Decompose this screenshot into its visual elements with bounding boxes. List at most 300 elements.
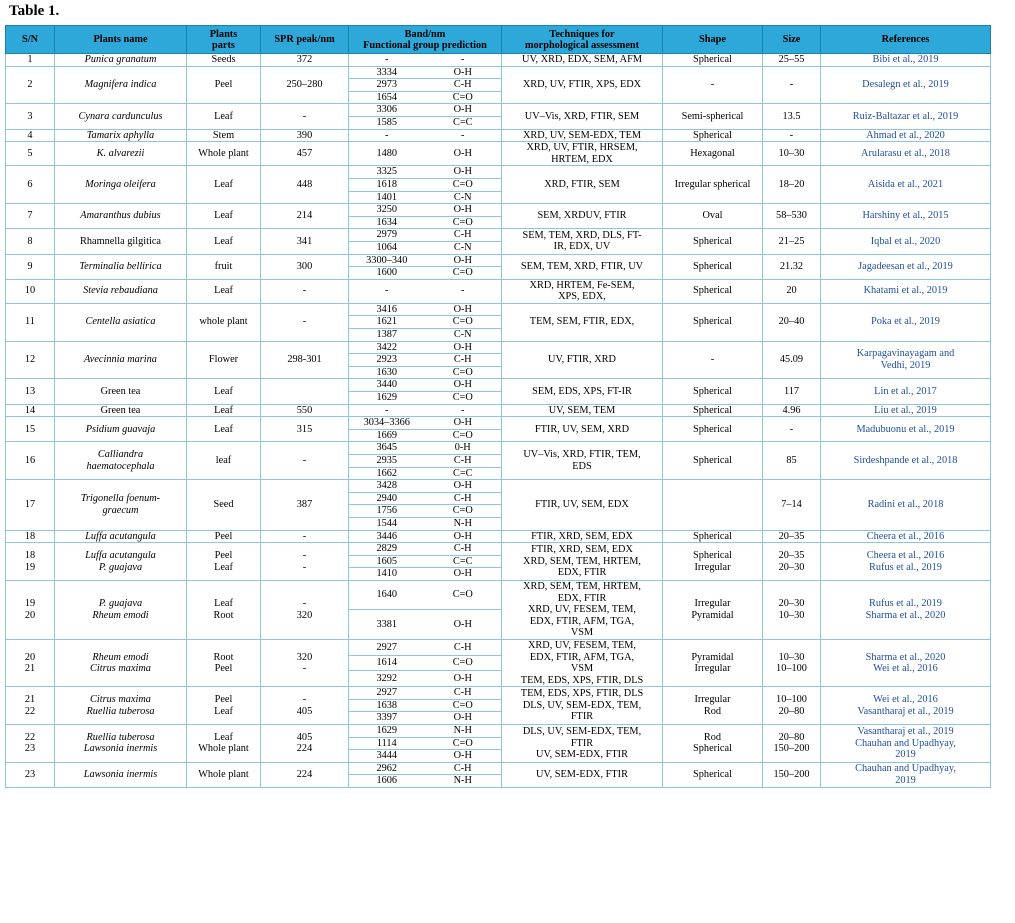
cell-functional-group: O-H [425, 303, 502, 316]
cell-size: 117 [763, 379, 821, 404]
cell-size: 13.5 [763, 104, 821, 129]
cell-techniques: SEM, TEM, XRD, DLS, FT- IR, EDX, UV [502, 229, 663, 254]
cell-band: 1662 [349, 467, 425, 480]
cell-reference: Bibi et al., 2019 [821, 54, 991, 67]
cell-reference: Liu et al., 2019 [821, 404, 991, 417]
cell-size: 21–25 [763, 229, 821, 254]
cell-plant-part: leaf [187, 442, 261, 480]
cell-functional-group: C-H [425, 543, 502, 556]
cell-shape: Spherical [663, 379, 763, 404]
cell-techniques: UV, XRD, EDX, SEM, AFM [502, 54, 663, 67]
cell-sn: 20 21 [6, 639, 55, 686]
cell-plant-name: Citrus maxima Ruellia tuberosa [55, 687, 187, 725]
cell-sn: 12 [6, 341, 55, 379]
cell-band: - [349, 279, 425, 303]
cell-reference: Chauhan and Upadhyay, 2019 [821, 762, 991, 787]
cell-reference: Madubuonu et al., 2019 [821, 417, 991, 442]
cell-size: - [763, 417, 821, 442]
cell-reference: Vasantharaj et al., 2019 Chauhan and Upadhyay, 2019 [821, 725, 991, 763]
cell-band: 3440 [349, 379, 425, 392]
cell-band: 3422 [349, 341, 425, 354]
cell-size: 21.32 [763, 254, 821, 279]
cell-techniques: TEM, EDS, XPS, FTIR, DLS DLS, UV, SEM-EDX, TEM, FTIR [502, 687, 663, 725]
cell-techniques: XRD, UV, FTIR, XPS, EDX [502, 66, 663, 104]
cell-plant-name: Luffa acutangula [55, 530, 187, 543]
cell-techniques: SEM, XRDUV, FTIR [502, 204, 663, 229]
table-caption: Table 1. [9, 3, 60, 19]
cell-plant-name: Cynara cardunculus [55, 104, 187, 129]
table-row [6, 480, 991, 493]
cell-band: 2973 [349, 79, 425, 92]
cell-functional-group: C=O [425, 91, 502, 104]
cell-shape: Irregular Rod [663, 687, 763, 725]
cell-band: 3306 [349, 104, 425, 117]
cell-band: 1544 [349, 517, 425, 530]
cell-band: 1387 [349, 329, 425, 342]
cell-functional-group: C=C [425, 467, 502, 480]
cell-plant-part: Peel Leaf [187, 687, 261, 725]
cell-plant-part: Leaf [187, 379, 261, 404]
header-spr-peak: SPR peak/nm [261, 26, 349, 54]
cell-size: 7–14 [763, 480, 821, 530]
cell-band: 1638 [349, 699, 425, 712]
cell-sn: 1 [6, 54, 55, 67]
cell-shape: Spherical [663, 54, 763, 67]
cell-reference: Ruiz-Baltazar et al., 2019 [821, 104, 991, 129]
cell-functional-group: C=O [425, 699, 502, 712]
cell-band: 1634 [349, 216, 425, 229]
cell-spr-peak: - 320 [261, 580, 349, 639]
cell-band: 3250 [349, 204, 425, 217]
cell-functional-group: C=C [425, 116, 502, 129]
cell-shape: Semi-spherical [663, 104, 763, 129]
cell-functional-group: C-H [425, 762, 502, 775]
cell-sn: 3 [6, 104, 55, 129]
cell-functional-group: - [425, 54, 502, 67]
cell-reference: Sharma et al., 2020 Wei et al., 2016 [821, 639, 991, 686]
header-references: References [821, 26, 991, 54]
table-row [6, 543, 991, 556]
table-row [6, 639, 991, 655]
cell-techniques: UV, SEM, TEM [502, 404, 663, 417]
cell-plant-name: Tamarix aphylla [55, 129, 187, 142]
cell-shape [663, 480, 763, 530]
table-row [6, 129, 991, 142]
cell-plant-name: Magnifera indica [55, 66, 187, 104]
cell-functional-group: O-H [425, 712, 502, 725]
cell-size: 85 [763, 442, 821, 480]
cell-spr-peak: 224 [261, 762, 349, 787]
cell-plant-name: Avecinnia marina [55, 341, 187, 379]
cell-size: 20–40 [763, 303, 821, 341]
cell-functional-group: C=O [425, 178, 502, 191]
cell-shape: Irregular spherical [663, 166, 763, 204]
cell-band: 1114 [349, 737, 425, 750]
cell-size: 10–100 20–80 [763, 687, 821, 725]
cell-plant-part: Flower [187, 341, 261, 379]
cell-sn: 21 22 [6, 687, 55, 725]
cell-spr-peak: 341 [261, 229, 349, 254]
cell-techniques: XRD, FTIR, SEM [502, 166, 663, 204]
cell-plant-name: Rheum emodi Citrus maxima [55, 639, 187, 686]
cell-functional-group: C=O [425, 429, 502, 442]
cell-techniques: UV, SEM-EDX, FTIR [502, 762, 663, 787]
cell-plant-name: Stevia rebaudiana [55, 279, 187, 303]
cell-functional-group: C-H [425, 455, 502, 468]
cell-size: 20–35 20–30 [763, 543, 821, 581]
cell-techniques: FTIR, UV, SEM, XRD [502, 417, 663, 442]
cell-reference: Cheera et al., 2016 [821, 530, 991, 543]
cell-plant-part: Leaf Whole plant [187, 725, 261, 763]
cell-plant-name: Calliandra haematocephala [55, 442, 187, 480]
cell-plant-part: Leaf [187, 279, 261, 303]
cell-band: 1669 [349, 429, 425, 442]
cell-functional-group: C=O [425, 316, 502, 329]
cell-shape: Spherical [663, 254, 763, 279]
header-plant-name: Plants name [55, 26, 187, 54]
cell-plant-name: Lawsonia inermis [55, 762, 187, 787]
cell-band: 1605 [349, 555, 425, 568]
cell-size: - [763, 129, 821, 142]
cell-techniques: XRD, SEM, TEM, HRTEM, EDX, FTIR XRD, UV, FESEM, TEM, EDX, FTIR, AFM, TGA, VSM [502, 580, 663, 639]
cell-functional-group: O-H [425, 379, 502, 392]
cell-spr-peak: 387 [261, 480, 349, 530]
cell-functional-group: C=O [425, 580, 502, 609]
cell-plant-name: Moringa oleifera [55, 166, 187, 204]
cell-shape: Irregular Pyramidal [663, 580, 763, 639]
cell-reference: Ahmad et al., 2020 [821, 129, 991, 142]
cell-sn: 14 [6, 404, 55, 417]
table-row [6, 104, 991, 117]
cell-sn: 23 [6, 762, 55, 787]
table-row [6, 417, 991, 430]
cell-sn: 10 [6, 279, 55, 303]
cell-reference: Iqbal et al., 2020 [821, 229, 991, 254]
table-row [6, 580, 991, 609]
cell-spr-peak: 315 [261, 417, 349, 442]
cell-functional-group: - [425, 404, 502, 417]
cell-reference: Sirdeshpande et al., 2018 [821, 442, 991, 480]
cell-functional-group: C=C [425, 555, 502, 568]
cell-spr-peak: 390 [261, 129, 349, 142]
cell-spr-peak: - [261, 442, 349, 480]
cell-band: 3325 [349, 166, 425, 179]
cell-reference: Cheera et al., 2016 Rufus et al., 2019 [821, 543, 991, 581]
cell-band: 3444 [349, 750, 425, 763]
cell-functional-group: N-H [425, 725, 502, 738]
cell-sn: 7 [6, 204, 55, 229]
cell-sn: 2 [6, 66, 55, 104]
cell-plant-part: Stem [187, 129, 261, 142]
header-sn: S/N [6, 26, 55, 54]
cell-techniques: DLS, UV, SEM-EDX, TEM, FTIR UV, SEM-EDX, FTIR [502, 725, 663, 763]
cell-sn: 22 23 [6, 725, 55, 763]
cell-functional-group: O-H [425, 341, 502, 354]
cell-plant-part: Peel [187, 530, 261, 543]
cell-band: 3446 [349, 530, 425, 543]
cell-band: 1654 [349, 91, 425, 104]
cell-shape: Spherical [663, 229, 763, 254]
header-size: Size [763, 26, 821, 54]
cell-size: 58–530 [763, 204, 821, 229]
cell-functional-group: C-N [425, 329, 502, 342]
table-row [6, 54, 991, 67]
cell-sn: 18 19 [6, 543, 55, 581]
cell-functional-group: C-H [425, 639, 502, 655]
table-row [6, 725, 991, 738]
cell-reference: Jagadeesan et al., 2019 [821, 254, 991, 279]
cell-plant-part: whole plant [187, 303, 261, 341]
cell-reference: Desalegn et al., 2019 [821, 66, 991, 104]
cell-functional-group: C=O [425, 216, 502, 229]
cell-band: 3645 [349, 442, 425, 455]
cell-functional-group: C-H [425, 687, 502, 700]
cell-band: 2962 [349, 762, 425, 775]
cell-spr-peak: - [261, 104, 349, 129]
table-row [6, 379, 991, 392]
cell-plant-part: Whole plant [187, 762, 261, 787]
cell-reference: Khatami et al., 2019 [821, 279, 991, 303]
cell-band: 1585 [349, 116, 425, 129]
cell-shape: Oval [663, 204, 763, 229]
cell-functional-group: - [425, 279, 502, 303]
table-row [6, 204, 991, 217]
cell-band: 3034–3366 [349, 417, 425, 430]
cell-shape: Spherical [663, 279, 763, 303]
cell-band: 1629 [349, 725, 425, 738]
cell-functional-group: C-H [425, 79, 502, 92]
cell-plant-part: Peel [187, 66, 261, 104]
cell-functional-group: N-H [425, 517, 502, 530]
cell-sn: 11 [6, 303, 55, 341]
table-row [6, 341, 991, 354]
cell-plant-name: Centella asiatica [55, 303, 187, 341]
cell-techniques: FTIR, UV, SEM, EDX [502, 480, 663, 530]
table-body [6, 54, 991, 788]
cell-band: 3292 [349, 671, 425, 687]
cell-spr-peak: - [261, 303, 349, 341]
cell-plant-name: Psidium guavaja [55, 417, 187, 442]
cell-band: 1410 [349, 568, 425, 581]
cell-plant-name: Green tea [55, 379, 187, 404]
cell-techniques: UV, FTIR, XRD [502, 341, 663, 379]
cell-sn: 6 [6, 166, 55, 204]
cell-functional-group: C-H [425, 492, 502, 505]
cell-plant-part: Seed [187, 480, 261, 530]
cell-band: 1621 [349, 316, 425, 329]
table-row [6, 254, 991, 267]
cell-functional-group: C=O [425, 267, 502, 280]
table-row [6, 229, 991, 242]
cell-plant-part: Whole plant [187, 142, 261, 166]
cell-band: 2923 [349, 354, 425, 367]
cell-plant-part: Leaf [187, 104, 261, 129]
cell-techniques: XRD, UV, FESEM, TEM, EDX, FTIR, AFM, TGA, VSM TEM, EDS, XPS, FTIR, DLS [502, 639, 663, 686]
header-techniques: Techniques for morphological assessment [502, 26, 663, 54]
cell-techniques: SEM, EDS, XPS, FT-IR [502, 379, 663, 404]
cell-band: 3300–340 [349, 254, 425, 267]
cell-band: 2829 [349, 543, 425, 556]
cell-techniques: FTIR, XRD, SEM, EDX XRD, SEM, TEM, HRTEM, EDX, FTIR [502, 543, 663, 581]
cell-spr-peak: 405 224 [261, 725, 349, 763]
cell-plant-part: Leaf [187, 229, 261, 254]
cell-functional-group: C=O [425, 392, 502, 405]
cell-sn: 16 [6, 442, 55, 480]
cell-size: 18–20 [763, 166, 821, 204]
cell-functional-group: O-H [425, 530, 502, 543]
cell-functional-group: O-H [425, 254, 502, 267]
cell-band: 1640 [349, 580, 425, 609]
header-plant-parts: Plants parts [187, 26, 261, 54]
cell-reference: Aisida et al., 2021 [821, 166, 991, 204]
cell-plant-name: Rhamnella gilgitica [55, 229, 187, 254]
cell-functional-group: C=O [425, 505, 502, 518]
cell-functional-group: O-H [425, 417, 502, 430]
cell-size: 10–30 [763, 142, 821, 166]
cell-band: 2935 [349, 455, 425, 468]
cell-functional-group: N-H [425, 775, 502, 788]
cell-plant-name: Terminalia bellirica [55, 254, 187, 279]
cell-band: - [349, 54, 425, 67]
cell-spr-peak: 214 [261, 204, 349, 229]
cell-size: 20–30 10–30 [763, 580, 821, 639]
cell-spr-peak: 448 [261, 166, 349, 204]
cell-shape: Spherical [663, 530, 763, 543]
cell-plant-name: Amaranthus dubius [55, 204, 187, 229]
cell-reference: Poka et al., 2019 [821, 303, 991, 341]
cell-plant-name: Luffa acutangula P. guajava [55, 543, 187, 581]
header-row [6, 26, 991, 54]
table-row [6, 66, 991, 79]
cell-shape: Spherical [663, 442, 763, 480]
cell-functional-group: C=O [425, 655, 502, 671]
cell-shape: Hexagonal [663, 142, 763, 166]
cell-plant-part: Leaf [187, 417, 261, 442]
cell-techniques: SEM, TEM, XRD, FTIR, UV [502, 254, 663, 279]
cell-functional-group: O-H [425, 142, 502, 166]
cell-techniques: UV–Vis, XRD, FTIR, SEM [502, 104, 663, 129]
cell-functional-group: - [425, 129, 502, 142]
cell-band: 1614 [349, 655, 425, 671]
cell-spr-peak: 300 [261, 254, 349, 279]
cell-band: 1606 [349, 775, 425, 788]
cell-band: 1756 [349, 505, 425, 518]
cell-functional-group: O-H [425, 568, 502, 581]
cell-spr-peak: - [261, 279, 349, 303]
cell-size: 10–30 10–100 [763, 639, 821, 686]
cell-plant-name: Punica granatum [55, 54, 187, 67]
cell-functional-group: C-H [425, 229, 502, 242]
cell-band: 1480 [349, 142, 425, 166]
cell-plant-name: Green tea [55, 404, 187, 417]
cell-spr-peak [261, 379, 349, 404]
cell-reference: Arularasu et al., 2018 [821, 142, 991, 166]
table-row [6, 687, 991, 700]
header-shape: Shape [663, 26, 763, 54]
table-row [6, 530, 991, 543]
cell-plant-part: Leaf Root [187, 580, 261, 639]
cell-techniques: UV–Vis, XRD, FTIR, TEM, EDS [502, 442, 663, 480]
cell-functional-group: O-H [425, 610, 502, 639]
cell-band: 3381 [349, 610, 425, 639]
cell-shape: - [663, 66, 763, 104]
cell-shape: Rod Spherical [663, 725, 763, 763]
cell-spr-peak: 298-301 [261, 341, 349, 379]
cell-band: 3397 [349, 712, 425, 725]
cell-sn: 5 [6, 142, 55, 166]
table-row [6, 142, 991, 166]
cell-plant-part: Peel Leaf [187, 543, 261, 581]
cell-spr-peak: 320 - [261, 639, 349, 686]
cell-shape: Spherical [663, 762, 763, 787]
cell-sn: 18 [6, 530, 55, 543]
table-row [6, 303, 991, 316]
cell-size: 20–80 150–200 [763, 725, 821, 763]
cell-shape: Spherical [663, 303, 763, 341]
cell-functional-group: O-H [425, 750, 502, 763]
cell-reference: Lin et al., 2017 [821, 379, 991, 404]
cell-sn: 4 [6, 129, 55, 142]
cell-techniques: XRD, HRTEM, Fe-SEM, XPS, EDX, [502, 279, 663, 303]
cell-spr-peak: 457 [261, 142, 349, 166]
cell-band: - [349, 129, 425, 142]
cell-size: 45.09 [763, 341, 821, 379]
cell-plant-part: Seeds [187, 54, 261, 67]
header-band-functional-group: Band/nm Functional group prediction [349, 26, 502, 54]
cell-shape: Spherical [663, 129, 763, 142]
cell-shape: - [663, 341, 763, 379]
cell-band: 2940 [349, 492, 425, 505]
cell-sn: 13 [6, 379, 55, 404]
cell-band: 1629 [349, 392, 425, 405]
cell-functional-group: C-N [425, 191, 502, 204]
cell-functional-group: O-H [425, 104, 502, 117]
cell-size: 25–55 [763, 54, 821, 67]
table-row [6, 279, 991, 303]
cell-plant-part: Leaf [187, 166, 261, 204]
cell-size: 20–35 [763, 530, 821, 543]
cell-band: 2927 [349, 639, 425, 655]
cell-reference: Radini et al., 2018 [821, 480, 991, 530]
cell-shape: Spherical [663, 404, 763, 417]
cell-plant-name: Ruellia tuberosa Lawsonia inermis [55, 725, 187, 763]
cell-band: 1600 [349, 267, 425, 280]
cell-techniques: TEM, SEM, FTIR, EDX, [502, 303, 663, 341]
cell-spr-peak: 550 [261, 404, 349, 417]
cell-sn: 8 [6, 229, 55, 254]
cell-size: - [763, 66, 821, 104]
cell-techniques: FTIR, XRD, SEM, EDX [502, 530, 663, 543]
table-row [6, 762, 991, 775]
cell-spr-peak: - - [261, 543, 349, 581]
cell-techniques: XRD, UV, SEM-EDX, TEM [502, 129, 663, 142]
cell-sn: 17 [6, 480, 55, 530]
cell-reference: Rufus et al., 2019 Sharma et al., 2020 [821, 580, 991, 639]
table-row [6, 404, 991, 417]
cell-reference: Harshiny et al., 2015 [821, 204, 991, 229]
cell-plant-part: fruit [187, 254, 261, 279]
cell-shape: Spherical Irregular [663, 543, 763, 581]
cell-band: 3334 [349, 66, 425, 79]
cell-functional-group: 0-H [425, 442, 502, 455]
cell-sn: 9 [6, 254, 55, 279]
cell-functional-group: C-H [425, 354, 502, 367]
cell-band: 1618 [349, 178, 425, 191]
cell-shape: Pyramidal Irregular [663, 639, 763, 686]
cell-functional-group: C=O [425, 366, 502, 379]
cell-spr-peak: 250–280 [261, 66, 349, 104]
cell-plant-name: P. guajava Rheum emodi [55, 580, 187, 639]
